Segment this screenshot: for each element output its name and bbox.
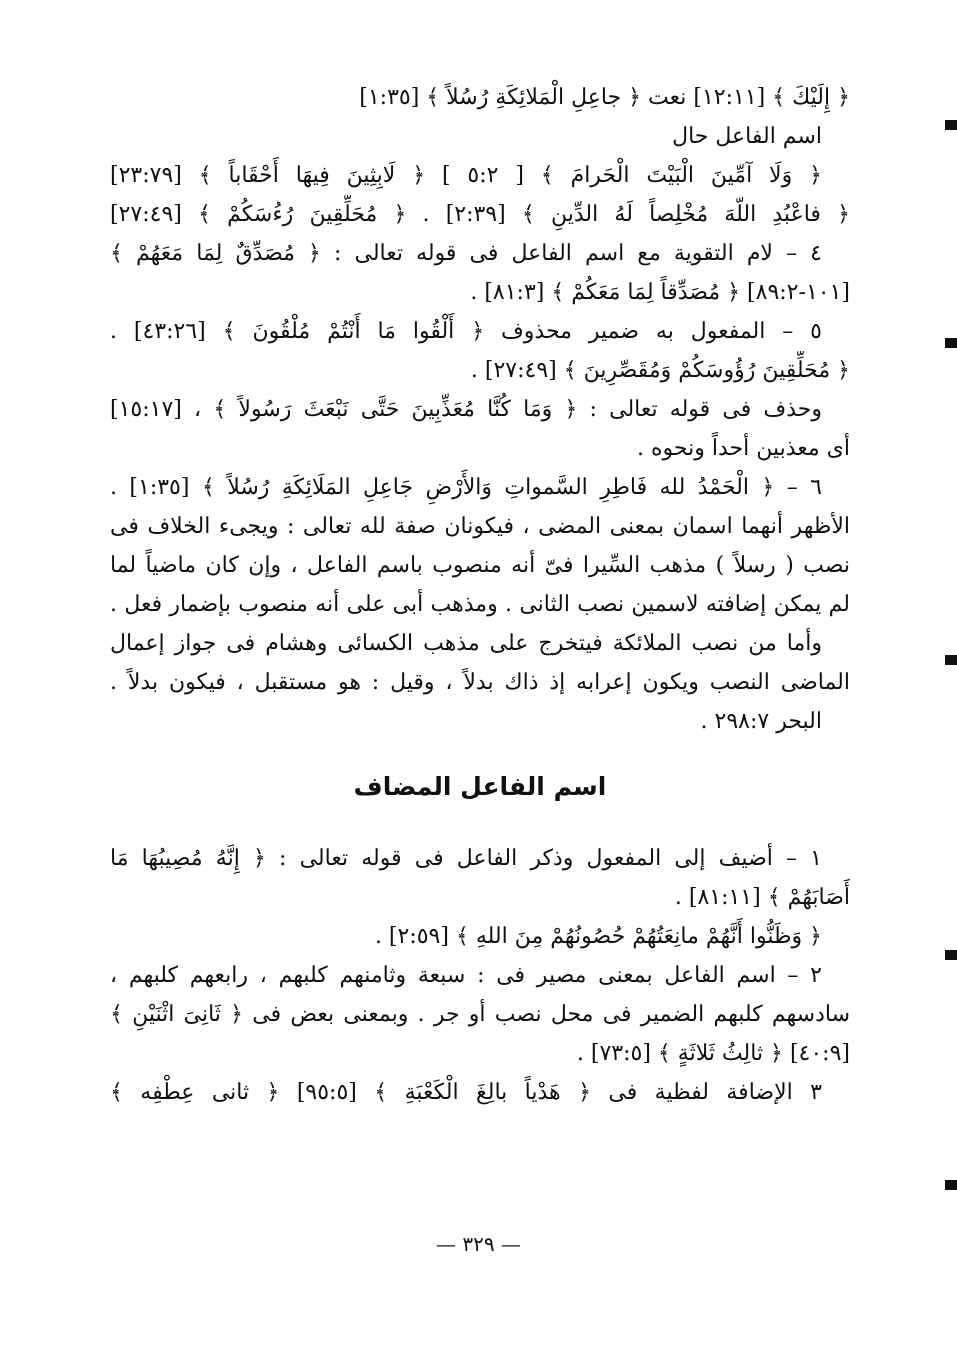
text-line: أَصَابَهُمْ ﴾ [٨١:١١] . xyxy=(674,885,850,910)
text-line: سادسهم كلبهم الضمير فى محل نصب أو جر . وبمعنى بعض فى ﴿ ثَانِىَ اثْنَيْنِ ﴾ xyxy=(110,1002,850,1027)
margin-mark xyxy=(945,1180,957,1190)
text-line: ٤ – لام التقوية مع اسم الفاعل فى قوله تعالى : ﴿ مُصَدِّقٌ لِمَا مَعَهُمْ ﴾ xyxy=(110,241,822,266)
page-number: — ٣٢٩ — xyxy=(436,1232,521,1256)
text-line: [١٠١-٨٩:٢] ﴿ مُصَدِّقاً لِمَا مَعَكُمْ ﴾ [٨١:٣] . xyxy=(470,280,850,305)
margin-mark xyxy=(945,655,957,665)
text-line: ٦ – ﴿ الْحَمْدُ لله فَاطِرِ السَّمواتِ وَالأَرْضِ جَاعِلِ المَلَائِكَةِ رُسُلاً ﴾ [١:٣٥] . xyxy=(110,475,822,500)
text-line: [٤٠:٩] ﴿ ثالِثُ ثَلاثَةٍ ﴾ [٧٣:٥] . xyxy=(576,1041,850,1066)
text-line: لم يمكن إضافته لاسمين نصب الثانى . ومذهب أبى على أنه منصوب بإضمار فعل . xyxy=(110,592,850,617)
text-line: اسم الفاعل حال xyxy=(672,124,822,149)
text-line: ﴿ وَظَنُّوا أَنَّهُمْ مانِعَتُهُمْ حُصُونُهُمْ مِنَ اللهِ ﴾ [٢:٥٩] . xyxy=(374,924,822,949)
text-line: ﴿ إِلَيْكَ ﴾ [١٢:١١] نعت ﴿ جاعِلِ الْمَلائِكَةِ رُسُلاً ﴾ [١:٣٥] xyxy=(359,85,850,110)
text-line: أى معذبين أحداً ونحوه . xyxy=(637,436,850,461)
text-line: الماضى النصب ويكون إعرابه إذ ذاك بدلاً ، وقيل : هو مستقبل ، فيكون بدلاً . xyxy=(110,670,850,695)
page-body xyxy=(110,78,850,1112)
section-heading: اسم الفاعل المضاف xyxy=(353,772,607,801)
text-line: ﴿ فاعْبُدِ اللّهَ مُخْلِصاً لَهُ الدِّينِ ﴾ [٢:٣٩] . ﴿ مُحَلِّقِينَ رُءُسَكُمْ ﴾ [٢٧:٤٩] xyxy=(110,202,850,227)
text-line: ١ – أضيف إلى المفعول وذكر الفاعل فى قوله تعالى : ﴿ إِنَّهُ مُصِيبُهَا مَا xyxy=(110,846,822,871)
text-line: الأظهر أنهما اسمان بمعنى المضى ، فيكونان صفة لله تعالى : ويجىء الخلاف فى xyxy=(110,514,850,539)
margin-mark xyxy=(945,338,957,348)
text-line: ﴿ وَلَا آمِّينَ الْبَيْتَ الْحَرامَ ﴾ [ ٥:٢ ] ﴿ لَابِثِينَ فِيهَا أَحْقَاباً ﴾ [٢٣:٧٩] xyxy=(110,163,822,188)
text-line: ٢ – اسم الفاعل بمعنى مصير فى : سبعة وثامنهم كلبهم ، رابعهم كلبهم ، xyxy=(110,963,822,988)
margin-mark xyxy=(945,120,957,130)
margin-mark xyxy=(945,950,957,960)
text-line: البحر ٢٩٨:٧ . xyxy=(700,709,822,734)
text-line: ﴿ مُحَلِّقِينَ رُؤُوسَكُمْ وَمُقَصِّرِينَ ﴾ [٢٧:٤٩] . xyxy=(470,358,850,383)
text-line: وحذف فى قوله تعالى : ﴿ وَمَا كُنَّا مُعَذِّبِينَ حَتَّى نَبْعَثَ رَسُولاً ﴾ ، [١٥:١٧] xyxy=(110,397,822,422)
text-line: وأما من نصب الملائكة فيتخرج على مذهب الكسائى وهشام فى جواز إعمال xyxy=(110,631,822,656)
text-line: ٥ – المفعول به ضمير محذوف ﴿ أَلْقُوا مَا أَنْتُمْ مُلْقُونَ ﴾ [٤٣:٢٦] . xyxy=(110,319,822,344)
text-line: نصب ( رسلاً ) مذهب السِّيرا فىّ أنه منصوب باسم الفاعل ، وإن كان ماضياً لما xyxy=(110,553,850,578)
text-line: ٣ الإضافة لفظية فى ﴿ هَدْياً بالِغَ الْكَعْبَةِ ﴾ [٩٥:٥] ﴿ ثانى عِطْفِه ﴾ xyxy=(110,1080,822,1105)
